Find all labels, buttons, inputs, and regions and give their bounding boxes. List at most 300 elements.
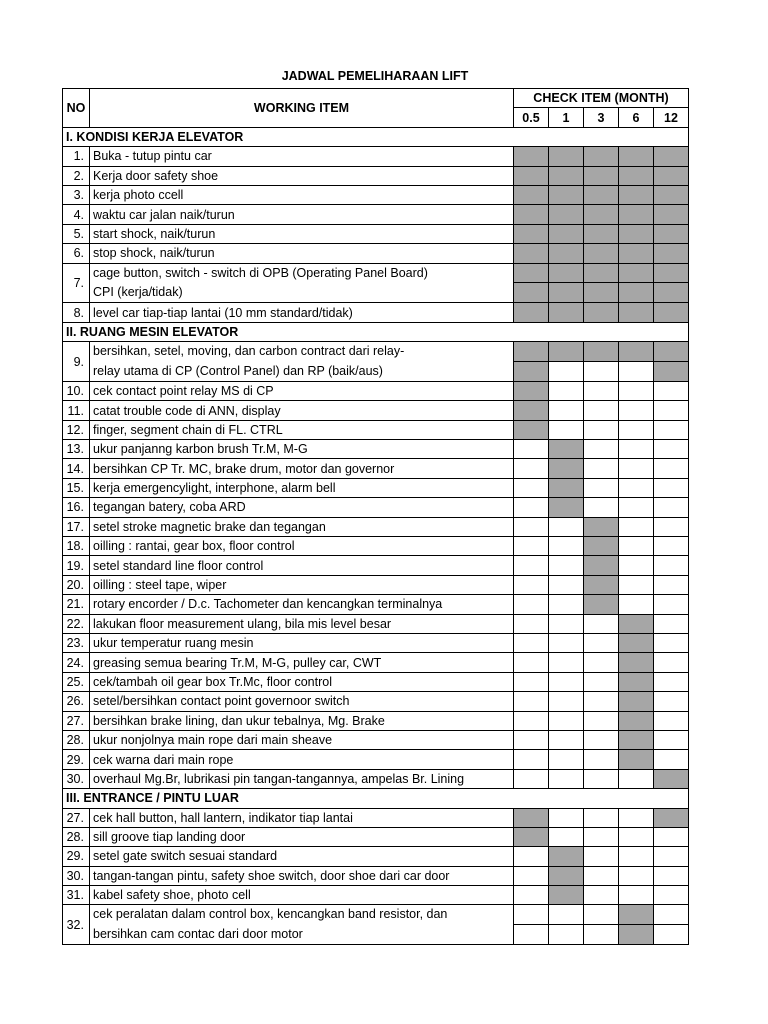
working-item (90, 886, 514, 905)
check-cell-empty (549, 653, 584, 672)
working-item-text: start shock, naik/turun (93, 226, 216, 241)
working-item-text: kabel safety shoe, photo cell (93, 888, 251, 903)
check-cell-marked (514, 362, 549, 382)
check-cell-empty (514, 517, 549, 536)
working-item-text: setel/bersihkan contact point governoor switch (93, 694, 350, 709)
item-number: 10. (63, 381, 90, 400)
check-cell-marked (619, 283, 654, 303)
check-cell-empty (654, 905, 689, 925)
check-cell-marked (654, 166, 689, 185)
maintenance-schedule-table (62, 88, 689, 945)
check-cell-empty (619, 769, 654, 788)
check-cell-empty (549, 595, 584, 614)
table-row (63, 711, 689, 730)
check-cell-marked (549, 498, 584, 517)
working-item-text: cage button, switch - switch di OPB (Operating Panel Board) (93, 265, 428, 280)
check-cell-empty (514, 634, 549, 653)
check-cell-marked (654, 769, 689, 788)
check-cell-marked (619, 653, 654, 672)
check-cell-empty (584, 905, 619, 925)
check-cell-empty (654, 634, 689, 653)
check-cell-marked (654, 342, 689, 362)
table-row (63, 185, 689, 204)
check-cell-marked (514, 205, 549, 224)
working-item-text: bersihkan, setel, moving, dan carbon contract dari relay- (93, 344, 405, 359)
working-item (90, 205, 514, 224)
check-cell-empty (549, 420, 584, 439)
working-item-text: ukur panjanng karbon brush Tr.M, M-G (93, 442, 308, 457)
check-cell-marked (619, 634, 654, 653)
table-row (63, 478, 689, 497)
item-number: 11. (63, 401, 90, 420)
check-cell-marked (584, 283, 619, 303)
working-item (90, 440, 514, 459)
check-cell-marked (619, 205, 654, 224)
working-item (90, 147, 514, 166)
check-cell-marked (584, 303, 619, 322)
check-cell-empty (654, 420, 689, 439)
check-cell-empty (584, 440, 619, 459)
check-cell-marked (654, 185, 689, 204)
check-cell-empty (584, 498, 619, 517)
check-cell-marked (654, 303, 689, 322)
table-row (63, 769, 689, 788)
check-cell-empty (514, 692, 549, 711)
check-cell-empty (549, 672, 584, 691)
check-cell-empty (584, 886, 619, 905)
working-item-text: cek/tambah oil gear box Tr.Mc, floor control (93, 674, 332, 689)
check-cell-empty (514, 847, 549, 866)
item-number: 30. (63, 866, 90, 885)
check-cell-marked (654, 147, 689, 166)
check-cell-empty (654, 827, 689, 846)
check-cell-marked (619, 692, 654, 711)
check-cell-marked (514, 401, 549, 420)
item-number: 21. (63, 595, 90, 614)
check-cell-empty (549, 692, 584, 711)
table-row (63, 905, 689, 925)
check-cell-empty (584, 750, 619, 769)
table-row (63, 342, 689, 362)
check-cell-empty (654, 730, 689, 749)
check-cell-empty (514, 769, 549, 788)
month-header: 12 (654, 108, 689, 127)
check-cell-empty (619, 595, 654, 614)
month-header: 1 (549, 108, 584, 127)
check-cell-empty (549, 556, 584, 575)
working-item-text: bersihkan brake lining, dan ukur tebalnya, Mg. Brake (93, 713, 385, 728)
check-cell-empty (584, 634, 619, 653)
check-cell-empty (619, 362, 654, 382)
check-cell-empty (549, 711, 584, 730)
no-header: NO (63, 89, 90, 128)
working-item (90, 672, 514, 691)
working-item-text: waktu car jalan naik/turun (93, 207, 235, 222)
check-cell-empty (514, 556, 549, 575)
check-cell-marked (619, 614, 654, 633)
working-item-text: level car tiap-tiap lantai (10 mm standard/tidak) (93, 305, 353, 320)
check-cell-empty (619, 401, 654, 420)
item-number: 18. (63, 537, 90, 556)
item-number: 23. (63, 634, 90, 653)
working-item-text: kerja photo ccell (93, 188, 184, 203)
item-number: 2. (63, 166, 90, 185)
check-cell-empty (584, 827, 619, 846)
check-cell-empty (654, 614, 689, 633)
section-row (63, 789, 689, 808)
section-title: II. RUANG MESIN ELEVATOR (63, 322, 689, 341)
check-cell-empty (619, 440, 654, 459)
working-item-text: setel standard line floor control (93, 558, 264, 573)
check-cell-marked (549, 205, 584, 224)
check-cell-empty (514, 595, 549, 614)
check-cell-empty (654, 381, 689, 400)
working-item (90, 711, 514, 730)
check-cell-empty (584, 478, 619, 497)
check-cell-marked (619, 166, 654, 185)
item-number: 12. (63, 420, 90, 439)
working-item-text: tegangan batery, coba ARD (93, 500, 246, 515)
table-row (63, 556, 689, 575)
check-cell-marked (514, 244, 549, 263)
check-cell-empty (549, 401, 584, 420)
item-number: 6. (63, 244, 90, 263)
check-cell-marked (549, 478, 584, 497)
item-number: 19. (63, 556, 90, 575)
check-cell-empty (549, 750, 584, 769)
working-item-text: bersihkan cam contac dari door motor (93, 926, 303, 941)
table-row (63, 381, 689, 400)
check-cell-marked (549, 185, 584, 204)
working-item-text: ukur nonjolnya main rope dari main sheave (93, 733, 333, 748)
working-item-text: stop shock, naik/turun (93, 246, 215, 261)
working-item-text: tangan-tangan pintu, safety shoe switch, door shoe dari car door (93, 868, 450, 883)
item-number: 32. (63, 905, 90, 945)
table-row (63, 827, 689, 846)
check-cell-empty (514, 905, 549, 925)
check-cell-marked (619, 750, 654, 769)
item-number: 17. (63, 517, 90, 536)
check-cell-empty (584, 614, 619, 633)
working-item-text: kerja emergencylight, interphone, alarm bell (93, 481, 336, 496)
check-cell-empty (549, 827, 584, 846)
check-cell-empty (584, 653, 619, 672)
month-header: 6 (619, 108, 654, 127)
item-number: 25. (63, 672, 90, 691)
check-cell-empty (584, 769, 619, 788)
check-cell-marked (584, 556, 619, 575)
check-cell-empty (619, 420, 654, 439)
check-cell-empty (514, 498, 549, 517)
check-cell-empty (549, 362, 584, 382)
check-cell-marked (619, 303, 654, 322)
check-cell-empty (654, 459, 689, 478)
item-number: 20. (63, 575, 90, 594)
check-cell-marked (619, 342, 654, 362)
working-item (90, 381, 514, 400)
working-item-header: WORKING ITEM (90, 89, 514, 128)
check-cell-marked (549, 263, 584, 283)
table-row (63, 205, 689, 224)
check-cell-marked (584, 575, 619, 594)
working-item (90, 498, 514, 517)
item-number: 5. (63, 224, 90, 243)
month-header: 3 (584, 108, 619, 127)
table-row (63, 420, 689, 439)
check-cell-marked (514, 283, 549, 303)
check-cell-marked (584, 147, 619, 166)
table-row (63, 537, 689, 556)
check-cell-empty (584, 672, 619, 691)
table-row (63, 866, 689, 885)
check-cell-empty (514, 653, 549, 672)
check-cell-empty (584, 420, 619, 439)
check-cell-marked (619, 905, 654, 925)
check-cell-empty (654, 478, 689, 497)
check-cell-empty (549, 769, 584, 788)
working-item (90, 263, 514, 303)
check-cell-marked (654, 224, 689, 243)
working-item-text: setel stroke magnetic brake dan tegangan (93, 519, 326, 534)
check-cell-empty (654, 517, 689, 536)
check-cell-empty (654, 711, 689, 730)
check-cell-empty (619, 866, 654, 885)
check-cell-marked (619, 711, 654, 730)
table-row (63, 886, 689, 905)
check-cell-empty (584, 459, 619, 478)
check-cell-empty (619, 498, 654, 517)
check-cell-empty (549, 905, 584, 925)
table-row (63, 575, 689, 594)
check-cell-empty (584, 401, 619, 420)
check-cell-marked (619, 147, 654, 166)
working-item-text: oilling : steel tape, wiper (93, 578, 227, 593)
working-item-text: catat trouble code di ANN, display (93, 403, 281, 418)
check-cell-marked (549, 847, 584, 866)
check-cell-empty (584, 925, 619, 945)
check-cell-marked (584, 185, 619, 204)
check-cell-empty (654, 750, 689, 769)
check-cell-empty (619, 517, 654, 536)
check-cell-marked (654, 283, 689, 303)
item-number: 16. (63, 498, 90, 517)
check-cell-empty (654, 498, 689, 517)
check-cell-empty (584, 711, 619, 730)
check-cell-empty (549, 537, 584, 556)
check-cell-empty (654, 440, 689, 459)
check-cell-marked (549, 459, 584, 478)
working-item (90, 517, 514, 536)
working-item (90, 459, 514, 478)
table-row (63, 303, 689, 322)
check-cell-empty (619, 847, 654, 866)
check-cell-empty (619, 827, 654, 846)
check-cell-marked (549, 342, 584, 362)
working-item (90, 634, 514, 653)
table-row (63, 166, 689, 185)
check-cell-empty (619, 886, 654, 905)
table-row (63, 440, 689, 459)
table-row (63, 224, 689, 243)
item-number: 28. (63, 730, 90, 749)
working-item (90, 595, 514, 614)
working-item-text: overhaul Mg.Br, lubrikasi pin tangan-tangannya, ampelas Br. Lining (93, 771, 465, 786)
check-cell-empty (584, 847, 619, 866)
check-cell-marked (514, 808, 549, 827)
working-item-text: Kerja door safety shoe (93, 168, 219, 183)
check-cell-empty (549, 517, 584, 536)
check-cell-marked (584, 205, 619, 224)
page-title: JADWAL PEMELIHARAAN LIFT (281, 69, 469, 83)
table-row (63, 263, 689, 283)
check-cell-empty (514, 886, 549, 905)
check-cell-empty (584, 866, 619, 885)
working-item-text: cek hall button, hall lantern, indikator tiap lantai (93, 810, 353, 825)
working-item (90, 730, 514, 749)
item-number: 13. (63, 440, 90, 459)
check-cell-marked (584, 244, 619, 263)
check-cell-marked (654, 205, 689, 224)
table-row (63, 595, 689, 614)
working-item (90, 847, 514, 866)
check-cell-empty (514, 711, 549, 730)
working-item (90, 905, 514, 945)
check-cell-empty (584, 362, 619, 382)
item-number: 29. (63, 847, 90, 866)
check-cell-marked (549, 440, 584, 459)
working-item (90, 614, 514, 633)
working-item (90, 185, 514, 204)
check-cell-marked (514, 166, 549, 185)
item-number: 31. (63, 886, 90, 905)
check-cell-marked (514, 224, 549, 243)
table-row (63, 808, 689, 827)
check-cell-marked (654, 362, 689, 382)
check-cell-marked (654, 263, 689, 283)
check-cell-empty (584, 381, 619, 400)
check-cell-marked (584, 595, 619, 614)
check-cell-empty (549, 730, 584, 749)
working-item (90, 556, 514, 575)
item-number: 29. (63, 750, 90, 769)
working-item-text: setel gate switch sesuai standard (93, 849, 278, 864)
table-row (63, 459, 689, 478)
item-number: 22. (63, 614, 90, 633)
table-row (63, 634, 689, 653)
check-cell-empty (549, 808, 584, 827)
item-number: 1. (63, 147, 90, 166)
item-number: 26. (63, 692, 90, 711)
check-cell-marked (619, 244, 654, 263)
check-cell-empty (549, 925, 584, 945)
working-item-text: relay utama di CP (Control Panel) dan RP (baik/aus) (93, 363, 383, 378)
check-cell-marked (514, 185, 549, 204)
table-row (63, 614, 689, 633)
check-cell-marked (584, 224, 619, 243)
check-cell-empty (654, 653, 689, 672)
check-cell-marked (584, 342, 619, 362)
check-cell-empty (514, 537, 549, 556)
working-item (90, 401, 514, 420)
month-header: 0.5 (514, 108, 549, 127)
item-number: 27. (63, 808, 90, 827)
check-cell-empty (549, 381, 584, 400)
section-row (63, 322, 689, 341)
check-cell-marked (514, 263, 549, 283)
check-cell-empty (654, 847, 689, 866)
working-item-text: finger, segment chain di FL. CTRL (93, 422, 283, 437)
check-cell-empty (514, 672, 549, 691)
working-item-text: lakukan floor measurement ulang, bila mis level besar (93, 616, 392, 631)
check-cell-marked (514, 827, 549, 846)
working-item-text: bersihkan CP Tr. MC, brake drum, motor dan governor (93, 461, 395, 476)
check-cell-empty (619, 808, 654, 827)
item-number: 30. (63, 769, 90, 788)
item-number: 4. (63, 205, 90, 224)
check-cell-empty (584, 808, 619, 827)
check-cell-empty (514, 459, 549, 478)
table-row (63, 498, 689, 517)
item-number: 14. (63, 459, 90, 478)
table-row (63, 847, 689, 866)
check-cell-marked (549, 244, 584, 263)
check-cell-empty (619, 556, 654, 575)
check-cell-empty (654, 595, 689, 614)
check-cell-marked (514, 147, 549, 166)
check-cell-marked (619, 925, 654, 945)
item-number: 27. (63, 711, 90, 730)
check-cell-marked (654, 244, 689, 263)
working-item (90, 866, 514, 885)
working-item (90, 692, 514, 711)
check-cell-marked (549, 886, 584, 905)
check-cell-marked (549, 866, 584, 885)
table-row (63, 517, 689, 536)
check-cell-marked (549, 303, 584, 322)
check-cell-marked (514, 342, 549, 362)
check-cell-empty (654, 886, 689, 905)
check-cell-empty (654, 575, 689, 594)
check-cell-marked (514, 420, 549, 439)
check-cell-marked (584, 537, 619, 556)
item-number: 24. (63, 653, 90, 672)
check-cell-marked (549, 166, 584, 185)
check-cell-marked (584, 166, 619, 185)
check-cell-empty (654, 672, 689, 691)
check-cell-marked (549, 224, 584, 243)
check-cell-empty (654, 556, 689, 575)
check-cell-empty (654, 866, 689, 885)
check-cell-empty (584, 692, 619, 711)
check-cell-empty (654, 692, 689, 711)
check-cell-marked (654, 808, 689, 827)
working-item (90, 420, 514, 439)
working-item (90, 342, 514, 382)
check-cell-empty (514, 478, 549, 497)
working-item (90, 769, 514, 788)
working-item (90, 303, 514, 322)
table-row (63, 401, 689, 420)
item-number: 9. (63, 342, 90, 382)
working-item-text: cek contact point relay MS di CP (93, 384, 274, 399)
working-item-text: sill groove tiap landing door (93, 830, 246, 845)
section-title: I. KONDISI KERJA ELEVATOR (63, 127, 689, 146)
item-number: 7. (63, 263, 90, 303)
check-cell-marked (549, 147, 584, 166)
check-cell-empty (514, 866, 549, 885)
table-row (63, 730, 689, 749)
working-item (90, 244, 514, 263)
